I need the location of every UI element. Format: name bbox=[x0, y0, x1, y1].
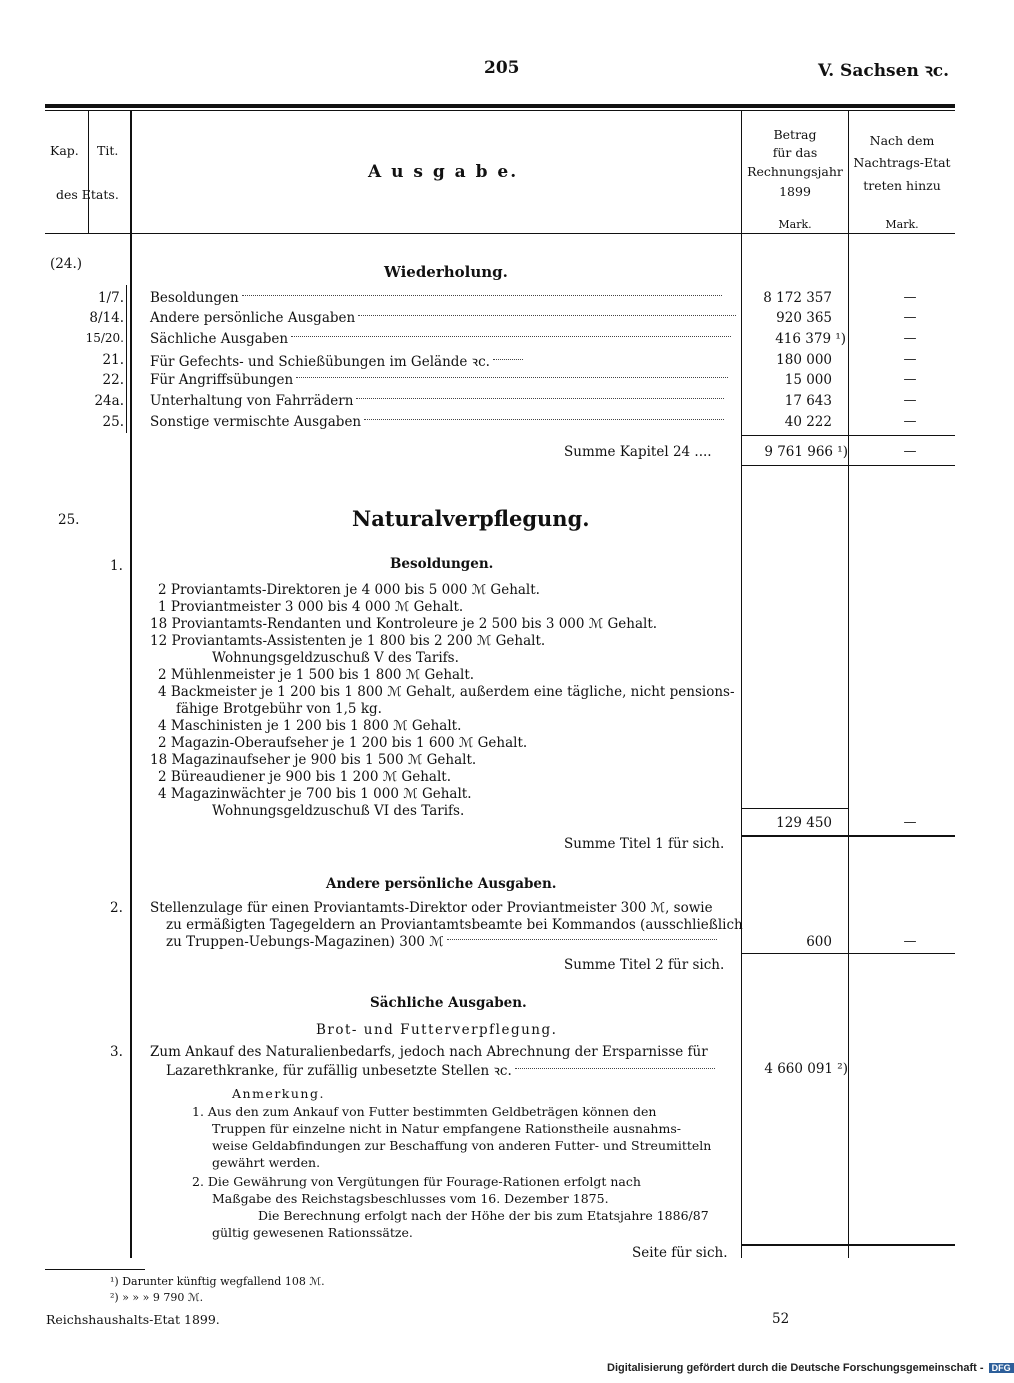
footer-page: 52 bbox=[772, 1311, 790, 1327]
wiederholung-tit: 8/14. bbox=[89, 310, 124, 326]
besoldung-line: fähige Brotgebühr von 1,5 kg. bbox=[176, 701, 382, 717]
wiederholung-tit: 22. bbox=[102, 372, 124, 388]
sum-kapitel-24-label: Summe Kapitel 24 .... bbox=[564, 444, 712, 460]
besoldung-line: 2 Magazin-Oberaufseher je 1 200 bis 1 600 ℳ Gehalt. bbox=[158, 735, 528, 751]
anmerkung-label: Anmerkung. bbox=[232, 1086, 325, 1101]
seite-fuer-sich: Seite für sich. bbox=[632, 1245, 728, 1261]
sum-kapitel-24-nach: — bbox=[903, 444, 917, 459]
besoldung-line: 18 Magazinaufseher je 900 bis 1 500 ℳ Gehalt. bbox=[150, 752, 477, 768]
wiederholung-nach: — bbox=[903, 393, 917, 408]
header-etats: des Etats. bbox=[56, 187, 119, 202]
header-betrag-2: für das bbox=[772, 145, 818, 160]
wiederholung-title: Wiederholung. bbox=[384, 263, 508, 281]
wiederholung-nach: — bbox=[903, 352, 917, 367]
kapitel-24-label: (24.) bbox=[50, 256, 83, 272]
wiederholung-amount: 920 365 bbox=[776, 310, 832, 326]
table-header-bottom-rule bbox=[45, 233, 955, 234]
andere-line: Stellenzulage für einen Proviantamts-Direktor oder Proviantmeister 300 ℳ, sowie bbox=[150, 900, 713, 916]
wiederholung-text: Für Angriffsübungen bbox=[150, 372, 728, 388]
besoldung-line: Wohnungsgeldzuschuß VI des Tarifs. bbox=[212, 803, 465, 819]
col-rule-text-left bbox=[130, 110, 132, 1258]
header-nachtrag-unit: Mark. bbox=[885, 218, 919, 231]
col-rule-betrag-left bbox=[741, 110, 742, 1258]
wiederholung-nach: — bbox=[903, 414, 917, 429]
anmerkung-line: Truppen für einzelne nicht in Natur empfangene Rationstheile ausnahms- bbox=[212, 1121, 681, 1136]
andere-line: zu Truppen-Uebungs-Magazinen) 300 ℳ bbox=[166, 934, 717, 950]
wiederholung-text: Sächliche Ausgaben bbox=[150, 331, 731, 347]
header-nachtrag-2: Nachtrags-Etat bbox=[853, 155, 951, 170]
wiederholung-nach: — bbox=[903, 372, 917, 387]
titel-1-nach: — bbox=[903, 815, 917, 830]
anmerkung-line: weise Geldabfindungen zur Beschaffung von anderen Futter- und Streumitteln bbox=[212, 1138, 712, 1153]
titel-2-sum: Summe Titel 2 für sich. bbox=[564, 957, 725, 973]
wiederholung-amount: 8 172 357 bbox=[763, 290, 832, 306]
wiederholung-tit: 1/7. bbox=[97, 290, 124, 306]
wiederholung-text: Unterhaltung von Fahrrädern bbox=[150, 393, 724, 409]
section-heading: V. Sachsen ꝛc. bbox=[818, 61, 950, 81]
wiederholung-amount: 40 222 bbox=[784, 414, 832, 430]
wiederholung-tit: 15/20. bbox=[85, 331, 124, 345]
wiederholung-text: Sonstige vermischte Ausgaben bbox=[150, 414, 724, 430]
header-betrag-1: Betrag bbox=[773, 127, 817, 142]
header-betrag-3: Rechnungsjahr bbox=[747, 164, 843, 179]
anmerkung-line: 2. Die Gewährung von Vergütungen für Fourage-Rationen erfolgt nach bbox=[192, 1174, 641, 1189]
header-kap: Kap. bbox=[50, 143, 79, 158]
wiederholung-nach: — bbox=[903, 290, 917, 305]
besoldung-line: 2 Büreaudiener je 900 bis 1 200 ℳ Gehalt. bbox=[158, 769, 451, 785]
footnote-2: ²) » » » 9 790 ℳ. bbox=[110, 1291, 204, 1304]
anmerkung-line: gültig gewesenen Rationssätze. bbox=[212, 1225, 413, 1240]
wiederholung-tit: 24a. bbox=[94, 393, 124, 409]
table-top-rule-thick bbox=[45, 104, 955, 108]
anmerkung-line: 1. Aus den zum Ankauf von Futter bestimmten Geldbeträgen können den bbox=[192, 1104, 657, 1119]
besoldung-line: 18 Proviantamts-Rendanten und Kontroleure je 2 500 bis 3 000 ℳ Gehalt. bbox=[150, 616, 658, 632]
wiederholung-tit: 25. bbox=[102, 414, 124, 430]
titel-1-label: 1. bbox=[110, 558, 123, 574]
saechliche-title: Sächliche Ausgaben. bbox=[370, 995, 527, 1011]
wiederholung-amount: 15 000 bbox=[784, 372, 832, 388]
header-nachtrag-1: Nach dem bbox=[869, 133, 935, 148]
besoldung-line: 2 Proviantamts-Direktoren je 4 000 bis 5 000 ℳ Gehalt. bbox=[158, 582, 540, 598]
anmerkung-line: Maßgabe des Reichstagsbeschlusses vom 16. Dezember 1875. bbox=[212, 1191, 609, 1206]
titel-3-amount: 4 660 091 ²) bbox=[764, 1061, 848, 1077]
wiederholung-text: Besoldungen bbox=[150, 290, 722, 306]
credit-text: Digitalisierung gefördert durch die Deutsche Forschungsgemeinschaft - bbox=[607, 1362, 984, 1374]
saechliche-line: Zum Ankauf des Naturalienbedarfs, jedoch nach Abrechnung der Ersparnisse für bbox=[150, 1044, 708, 1060]
table-top-rule-thin bbox=[45, 110, 955, 111]
amount-rule-titel-2 bbox=[742, 953, 955, 954]
besoldung-line: 12 Proviantamts-Assistenten je 1 800 bis 2 200 ℳ Gehalt. bbox=[150, 633, 546, 649]
besoldungen-title: Besoldungen. bbox=[390, 556, 494, 572]
besoldung-line: 1 Proviantmeister 3 000 bis 4 000 ℳ Gehalt. bbox=[158, 599, 464, 615]
anmerkung-line: gewährt werden. bbox=[212, 1155, 321, 1170]
sum-rule-24 bbox=[742, 435, 955, 436]
saechliche-subtitle: Brot- und Futterverpflegung. bbox=[316, 1022, 558, 1038]
footnote-1: ¹) Darunter künftig wegfallend 108 ℳ. bbox=[110, 1275, 325, 1288]
wiederholung-text: Andere persönliche Ausgaben bbox=[150, 310, 736, 326]
footer-left: Reichshaushalts-Etat 1899. bbox=[46, 1312, 220, 1327]
wiederholung-nach: — bbox=[903, 310, 917, 325]
titel-1-amount: 129 450 bbox=[776, 815, 832, 831]
titel-1-sum: Summe Titel 1 für sich. bbox=[564, 836, 725, 852]
amount-rule-titel-1 bbox=[742, 835, 955, 837]
titel-2-nach: — bbox=[903, 934, 917, 949]
wiederholung-tit: 21. bbox=[102, 352, 124, 368]
header-betrag-4: 1899 bbox=[779, 184, 811, 199]
header-ausgabe: A u s g a b e. bbox=[368, 162, 519, 182]
col-rule-tit bbox=[88, 110, 89, 234]
wiederholung-text: Für Gefechts- und Schießübungen im Gelände ꝛc. bbox=[150, 352, 523, 370]
titel-2-label: 2. bbox=[110, 900, 123, 916]
dfg-logo: DFG bbox=[989, 1363, 1014, 1373]
header-nachtrag-3: treten hinzu bbox=[863, 178, 941, 193]
andere-line: zu ermäßigten Tagegeldern an Proviantamtsbeamte bei Kommandos (ausschließlich bbox=[166, 917, 743, 933]
col-rule-betrag-right bbox=[848, 110, 849, 1258]
naturalverpflegung-title: Naturalverpflegung. bbox=[352, 506, 590, 531]
besoldung-line: Wohnungsgeldzuschuß V des Tarifs. bbox=[212, 650, 459, 666]
kapitel-25-label: 25. bbox=[58, 512, 80, 528]
page-number: 205 bbox=[484, 58, 520, 78]
titel-2-amount: 600 bbox=[806, 934, 832, 950]
tit-subcolumn-rule bbox=[126, 285, 127, 433]
footnote-rule bbox=[45, 1269, 145, 1270]
wiederholung-amount: 17 643 bbox=[784, 393, 832, 409]
sum-kapitel-24-amount: 9 761 966 ¹) bbox=[764, 444, 848, 460]
wiederholung-nach: — bbox=[903, 331, 917, 346]
amount-rule-titel-1-top bbox=[742, 808, 848, 809]
besoldung-line: 4 Maschinisten je 1 200 bis 1 800 ℳ Gehalt. bbox=[158, 718, 462, 734]
andere-title: Andere persönliche Ausgaben. bbox=[326, 876, 557, 892]
sum-rule-24-bottom bbox=[742, 465, 955, 466]
wiederholung-amount: 180 000 bbox=[776, 352, 832, 368]
saechliche-line: Lazarethkranke, für zufällig unbesetzte Stellen ꝛc. bbox=[166, 1061, 715, 1079]
wiederholung-amount: 416 379 ¹) bbox=[775, 331, 846, 347]
amount-rule-titel-3 bbox=[742, 1244, 955, 1246]
titel-3-label: 3. bbox=[110, 1044, 123, 1060]
besoldung-line: 4 Backmeister je 1 200 bis 1 800 ℳ Gehalt, außerdem eine tägliche, nicht pensions- bbox=[158, 684, 735, 700]
besoldung-line: 4 Magazinwächter je 700 bis 1 000 ℳ Gehalt. bbox=[158, 786, 472, 802]
header-tit: Tit. bbox=[97, 143, 119, 158]
anmerkung-line: Die Berechnung erfolgt nach der Höhe der bis zum Etatsjahre 1886/87 bbox=[258, 1208, 709, 1223]
besoldung-line: 2 Mühlenmeister je 1 500 bis 1 800 ℳ Gehalt. bbox=[158, 667, 475, 683]
header-betrag-unit: Mark. bbox=[778, 218, 812, 231]
bottom-credit bbox=[607, 1362, 1014, 1374]
